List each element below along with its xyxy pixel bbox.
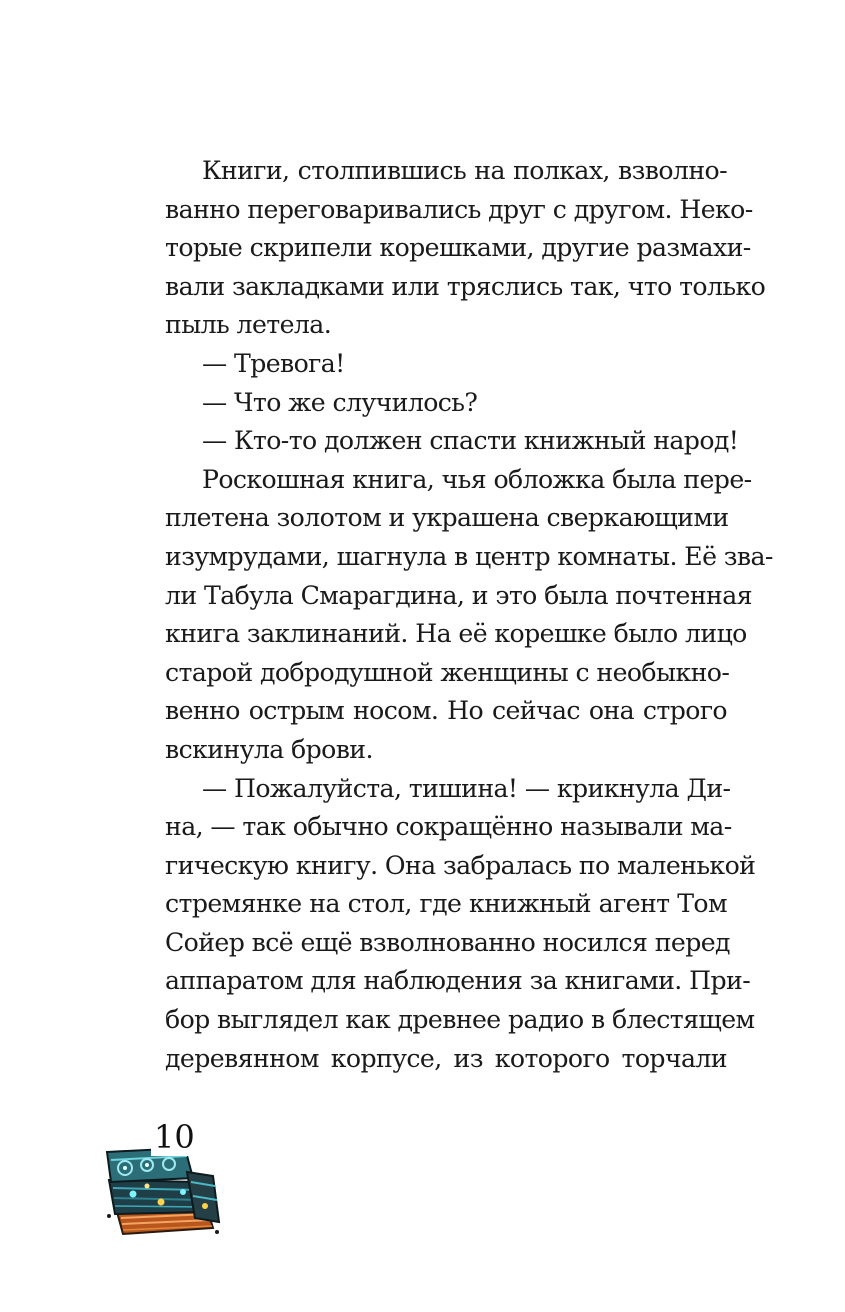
text-line: аппаратом для наблюдения за книгами. При- bbox=[165, 966, 751, 996]
page-footer bbox=[103, 1118, 223, 1243]
text-line: пыль летела. bbox=[165, 310, 332, 340]
text-line: стремянке на стол, где книжный агент Том bbox=[165, 889, 727, 919]
text-line: — Пожалуйста, тишина! — крикнула Ди- bbox=[202, 773, 731, 803]
text-line: венно острым носом. Но сейчас она строго bbox=[165, 696, 727, 726]
text-line: — Тревога! bbox=[202, 348, 345, 378]
text-line: деревянном корпусе, из которого торчали bbox=[165, 1043, 727, 1073]
text-line: ванно переговаривались друг с другом. Неко- bbox=[165, 194, 753, 224]
page-number: 10 bbox=[151, 1118, 198, 1156]
text-line: Роскошная книга, чья обложка была пере- bbox=[202, 464, 752, 494]
text-line: ли Табула Смарагдина, и это была почтенная bbox=[165, 580, 752, 610]
text-line: вскинула брови. bbox=[165, 734, 373, 764]
text-line: старой добродушной женщины с необыкно- bbox=[165, 657, 730, 687]
text-line: книга заклинаний. На её корешке было лицо bbox=[165, 619, 747, 649]
text-line: плетена золотом и украшена сверкающими bbox=[165, 503, 729, 533]
text-line: изумрудами, шагнула в центр комнаты. Её зва- bbox=[165, 541, 773, 571]
text-line: Книги, столпившись на полках, взволно- bbox=[202, 156, 727, 185]
text-line: вали закладками или тряслись так, что только bbox=[165, 271, 766, 301]
text-line: — Что же случилось? bbox=[202, 387, 478, 417]
text-line: торые скрипели корешками, другие размахи- bbox=[165, 233, 751, 263]
text-line: на, — так обычно сокращённо называли ма- bbox=[165, 812, 732, 842]
body-text bbox=[165, 152, 773, 1078]
text-line: — Кто-то должен спасти книжный народ! bbox=[202, 426, 739, 456]
text-line: Сойер всё ещё взволнованно носился перед bbox=[165, 927, 730, 957]
text-line: бор выглядел как древнее радио в блестящем bbox=[165, 1005, 755, 1035]
text-line: гическую книгу. Она забралась по маленькой bbox=[165, 850, 756, 880]
